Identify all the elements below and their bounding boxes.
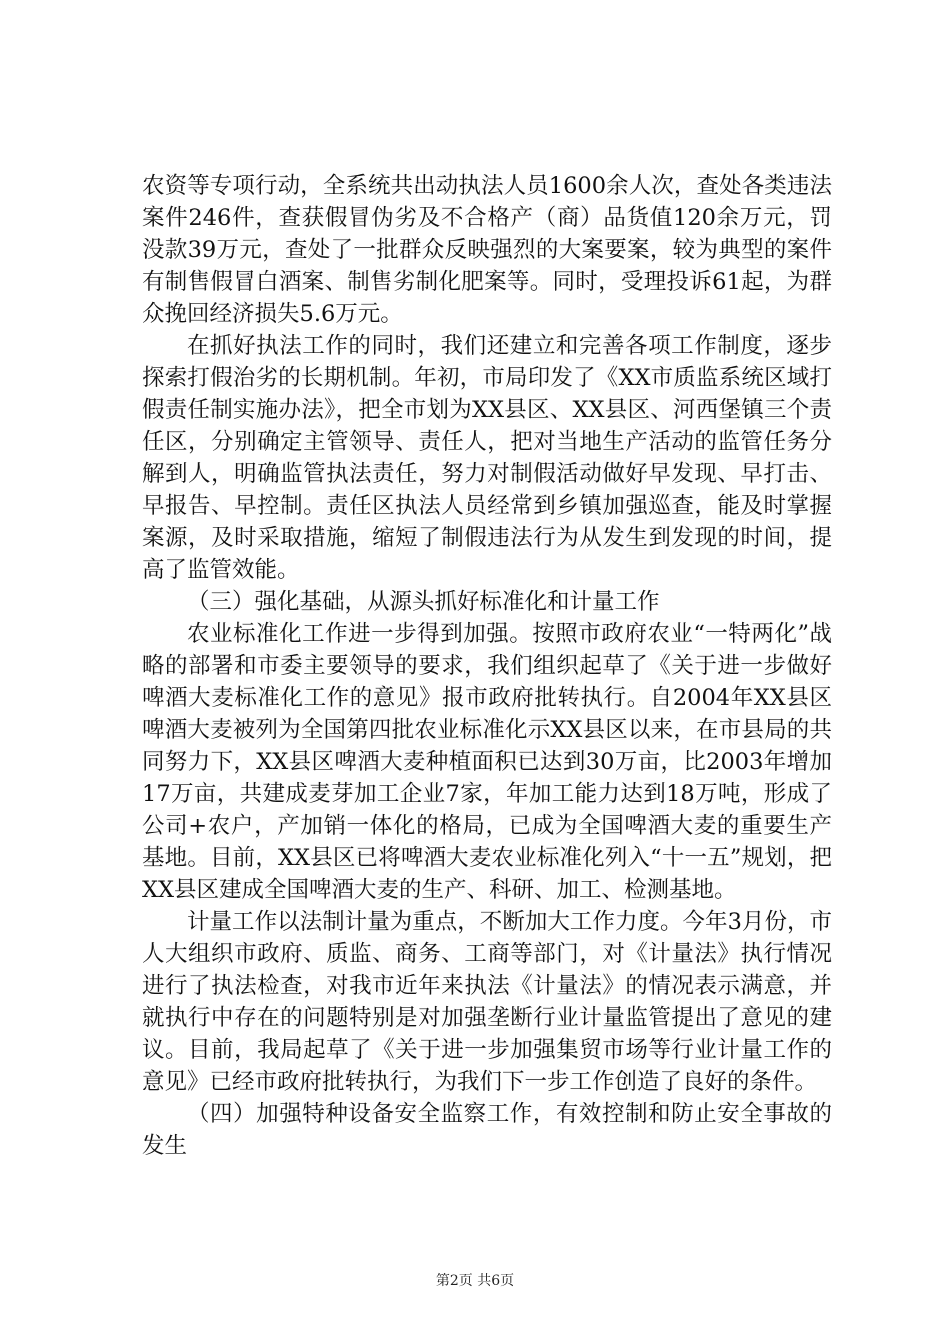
page-footer — [0, 1270, 950, 1290]
document-body — [142, 170, 832, 1162]
paragraph-agri-standardization: 农业标准化工作进一步得到加强。按照市政府农业“一特两化”战略的部署和市委主要领导的要求，我们组织起草了《关于进一步做好啤酒大麦标准化工作的意见》报市政府批转执行。自2004年XX县区啤酒大麦被列为全国第四批农业标准化示XX县区以来，在市县局的共同努力下，XX县区啤酒大麦种植面积已达到30万亩，比2003年增加17万亩，共建成麦芽加工企业7家，年加工能力达到18万吨，形成了公司+农户，产加销一体化的格局，已成为全国啤酒大麦的重要生产基地。目前，XX县区已将啤酒大麦农业标准化列入“十一五”规划，把XX县区建成全国啤酒大麦的生产、科研、加工、检测基地。 — [142, 621, 832, 903]
paragraph-metrology: 计量工作以法制计量为重点，不断加大工作力度。今年3月份，市人大组织市政府、质监、商务、工商等部门，对《计量法》执行情况进行了执法检查，对我市近年来执法《计量法》的情况表示满意，并就执行中存在的问题特别是对加强垄断行业计量监管提出了意见的建议。目前，我局起草了《关于进一步加强集贸市场等行业计量工作的意见》已经市政府批转执行，为我们下一步工作创造了良好的条件。 — [142, 909, 832, 1095]
section-heading-4: （四）加强特种设备安全监察工作，有效控制和防止安全事故的发生 — [142, 1101, 832, 1159]
section-heading-3: （三）强化基础，从源头抓好标准化和计量工作 — [187, 589, 660, 615]
paragraph-enforcement-results: 农资等专项行动，全系统共出动执法人员1600余人次，查处各类违法案件246件，查获假冒伪劣及不合格产（商）品货值120余万元，罚没款39万元，查处了一批群众反映强烈的大案要案，较为典型的案件有制售假冒白酒案、制售劣制化肥案等。同时，受理投诉61起，为群众挽回经济损失5.6万元。 — [142, 173, 832, 327]
paragraph-mechanism: 在抓好执法工作的同时，我们还建立和完善各项工作制度，逐步探索打假治劣的长期机制。年初，市局印发了《XX市质监系统区域打假责任制实施办法》，把全市划为XX县区、XX县区、河西堡镇三个责任区，分别确定主管领导、责任人，把对当地生产活动的监管任务分解到人，明确监管执法责任，努力对制假活动做好早发现、早打击、早报告、早控制。责任区执法人员经常到乡镇加强巡查，能及时掌握案源，及时采取措施，缩短了制假违法行为从发生到发现的时间，提高了监管效能。 — [142, 333, 832, 583]
page-number: 第2页 共6页 — [435, 1273, 515, 1289]
